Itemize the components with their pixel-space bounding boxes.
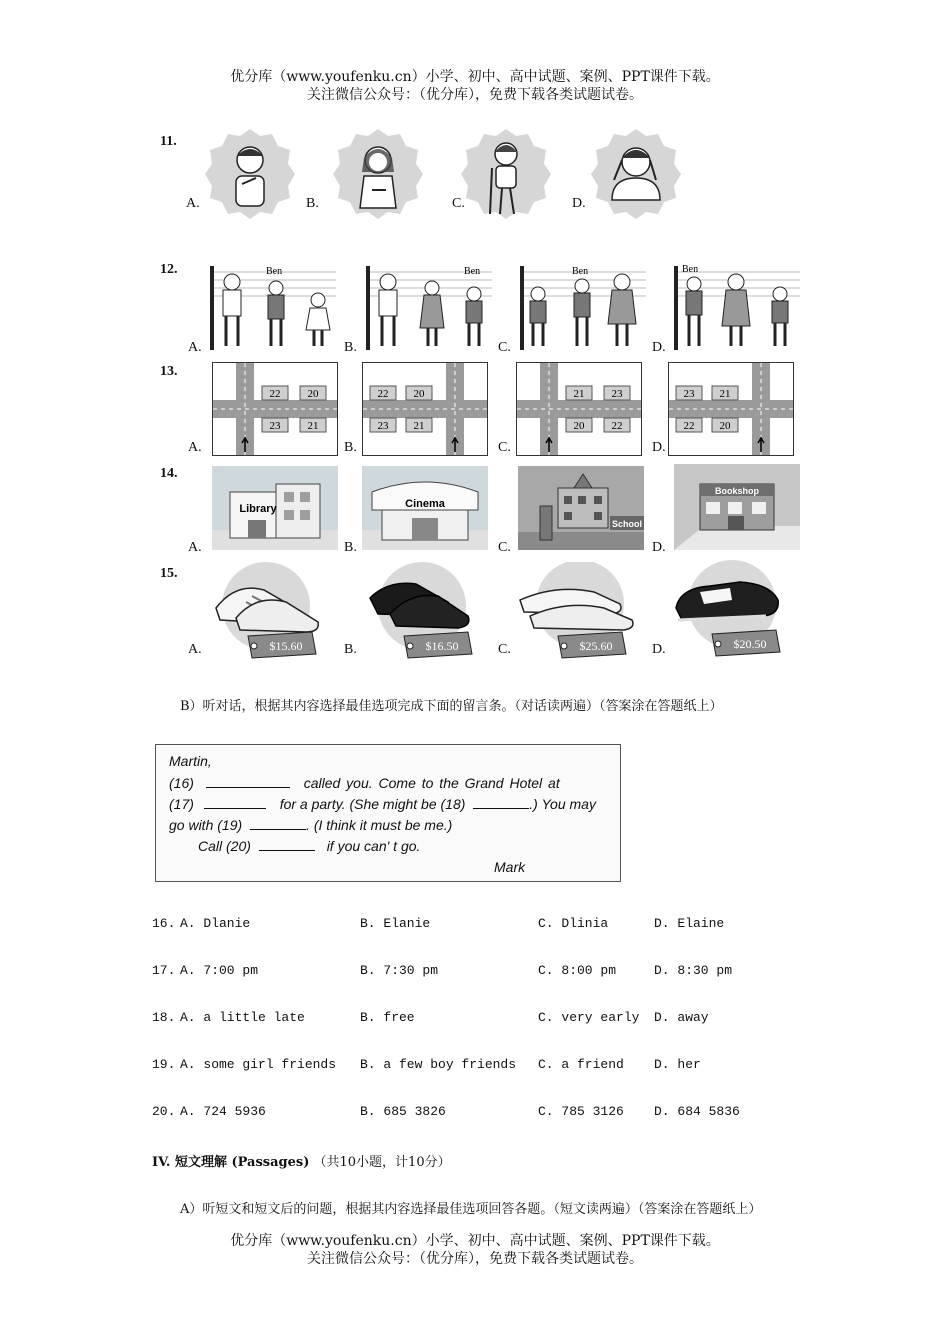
house-number: 22 [683, 420, 695, 432]
person-icon [223, 274, 241, 346]
house-number: 23 [377, 420, 389, 432]
q12-picture-d [672, 262, 802, 352]
price-tag [404, 632, 472, 658]
house-number: 23 [611, 388, 623, 400]
section-score: （共10小题，计10分） [313, 1155, 451, 1170]
person-icon [420, 281, 444, 346]
option-label-c: C. [498, 340, 511, 355]
header-line-1: 优分库（www.youfenku.cn）小学、初中、高中试题、案例、PPT课件下载。 [230, 69, 720, 85]
price-label: $16.50 [425, 639, 459, 653]
option-a: A. 724 5936 [180, 1104, 266, 1119]
q15-shoes-c [516, 562, 646, 662]
note-recipient: Martin, [169, 753, 212, 769]
note-number: (17) [169, 796, 194, 812]
option-c: C. 8:00 pm [538, 963, 617, 978]
option-d: D. 8:30 pm [654, 963, 733, 978]
name-label: Ben [682, 264, 699, 275]
house-number: 21 [307, 420, 319, 432]
section-title: IV. 短文理解 (Passages) [152, 1155, 310, 1170]
house-number: 21 [719, 388, 731, 400]
person-icon [722, 274, 750, 346]
person-icon [530, 287, 546, 346]
q12-picture-c [518, 262, 648, 352]
q11-picture-d [591, 129, 681, 219]
building-sign: Library [239, 503, 277, 515]
price-tag [712, 630, 780, 656]
option-label-b: B. [344, 540, 357, 555]
person-icon [772, 287, 788, 346]
option-c: C. a friend [538, 1057, 624, 1072]
q14-building-bookshop [674, 464, 800, 550]
q12-picture-b [364, 262, 494, 352]
note-text: .) You may [529, 796, 596, 812]
q12-picture-a [208, 262, 338, 352]
q11-illness-pictures [200, 128, 700, 224]
blank-18 [473, 796, 529, 809]
option-c: C. very early [538, 1010, 640, 1025]
person-icon [608, 274, 636, 346]
note-text: for a party. (She might be (18) [279, 796, 466, 812]
note-text: Call (20) [198, 838, 251, 854]
option-a: A. Dlanie [180, 916, 251, 931]
option-d: D. her [654, 1057, 701, 1072]
note-line-1 [169, 775, 560, 791]
option-d: D. Elaine [654, 916, 725, 931]
option-label-d: D. [572, 196, 586, 211]
question-number: 20. [152, 1104, 176, 1119]
note-text: called you. Come to the Grand Hotel at [303, 775, 560, 791]
section-iv-instruction: A）听短文和短文后的问题，根据其内容选择最佳选项回答各题。（短文读两遍）（答案涂在答题纸上） [180, 1202, 762, 1217]
q15-shoes-d [670, 560, 800, 660]
house-number: 20 [413, 388, 425, 400]
option-d: D. 684 5836 [654, 1104, 740, 1119]
q13-map-d [668, 362, 794, 456]
price-label: $20.50 [733, 637, 767, 651]
q14-building-library [212, 466, 338, 550]
price-label: $15.60 [269, 639, 303, 653]
option-label-c: C. [452, 196, 465, 211]
option-label-d: D. [652, 642, 666, 657]
note-number: (16) [169, 775, 194, 791]
option-d: D. away [654, 1010, 709, 1025]
option-b: B. a few boy friends [360, 1057, 517, 1072]
house-number: 21 [413, 420, 425, 432]
q11-picture-a [205, 129, 295, 219]
option-a: A. a little late [180, 1010, 305, 1025]
section-iv-heading [152, 1151, 451, 1170]
question-number: 12. [160, 262, 178, 277]
option-label-c: C. [498, 642, 511, 657]
option-label-a: A. [186, 196, 200, 211]
note-line-3 [169, 817, 452, 833]
option-label-c: C. [498, 540, 511, 555]
option-a: A. some girl friends [180, 1057, 337, 1072]
header-line-2: 关注微信公众号：（优分库），免费下载各类试题试卷。 [307, 87, 643, 103]
price-tag [248, 632, 316, 658]
note-text: . (I think it must be me.) [306, 817, 453, 833]
question-number: 15. [160, 566, 178, 581]
question-number: 11. [160, 134, 177, 149]
house-number: 20 [719, 420, 731, 432]
person-icon [379, 274, 397, 346]
option-label-a: A. [188, 340, 202, 355]
question-number: 14. [160, 466, 178, 481]
person-icon [686, 277, 702, 346]
option-a: A. 7:00 pm [180, 963, 259, 978]
question-number: 13. [160, 364, 178, 379]
option-b: B. 7:30 pm [360, 963, 439, 978]
note-line-4 [198, 838, 420, 854]
q15-shoes-b [362, 562, 492, 662]
message-note [155, 744, 621, 882]
note-text: go with (19) [169, 817, 243, 833]
q13-map-c [516, 362, 642, 456]
person-icon [466, 287, 482, 346]
question-number: 16. [152, 916, 176, 931]
price-label: $25.60 [579, 639, 613, 653]
option-c: C. Dlinia [538, 916, 609, 931]
person-icon [306, 293, 330, 346]
house-number: 23 [683, 388, 695, 400]
building-sign: School [611, 519, 643, 529]
building-sign: Cinema [405, 498, 445, 510]
person-icon [268, 281, 284, 346]
option-b: B. 685 3826 [360, 1104, 446, 1119]
option-label-d: D. [652, 340, 666, 355]
q11-picture-b [333, 129, 423, 219]
house-number: 21 [573, 388, 585, 400]
option-label-a: A. [188, 540, 202, 555]
house-number: 22 [611, 420, 623, 432]
note-text: if you can' t go. [326, 838, 421, 854]
blank-20 [259, 838, 315, 851]
q15-shoes-a [206, 562, 336, 662]
blank-19 [250, 817, 306, 830]
house-number: 20 [307, 388, 319, 400]
footer-line-1: 优分库（www.youfenku.cn）小学、初中、高中试题、案例、PPT课件下载。 [230, 1233, 720, 1249]
question-number: 19. [152, 1057, 176, 1072]
footer-line-2: 关注微信公众号：（优分库），免费下载各类试题试卷。 [307, 1251, 643, 1267]
option-c: C. 785 3126 [538, 1104, 624, 1119]
option-label-c: C. [498, 440, 511, 455]
option-label-b: B. [344, 440, 357, 455]
blank-17 [204, 796, 266, 809]
name-label: Ben [266, 266, 283, 277]
option-label-d: D. [652, 540, 666, 555]
q11-picture-c [461, 129, 551, 219]
option-b: B. Elanie [360, 916, 431, 931]
question-number: 18. [152, 1010, 176, 1025]
note-signature: Mark [494, 859, 526, 875]
house-number: 22 [269, 388, 281, 400]
option-label-b: B. [306, 196, 319, 211]
option-b: B. free [360, 1010, 415, 1025]
question-number: 17. [152, 963, 176, 978]
house-number: 20 [573, 420, 585, 432]
option-label-b: B. [344, 340, 357, 355]
q14-building-cinema [362, 466, 488, 550]
note-line-2 [169, 796, 596, 812]
name-label: Ben [572, 266, 589, 277]
house-number: 23 [269, 420, 281, 432]
name-label: Ben [464, 266, 481, 277]
price-tag [558, 632, 626, 658]
option-label-d: D. [652, 440, 666, 455]
q14-building-school [518, 466, 644, 550]
q13-map-a [212, 362, 338, 456]
option-label-b: B. [344, 642, 357, 657]
part-b-instruction: B）听对话，根据其内容选择最佳选项完成下面的留言条。（对话读两遍）（答案涂在答题纸上） [180, 699, 723, 714]
blank-16 [206, 775, 290, 788]
building-sign: Bookshop [715, 486, 759, 496]
option-label-a: A. [188, 440, 202, 455]
q13-map-b [362, 362, 488, 456]
person-icon [574, 279, 590, 346]
house-number: 22 [377, 388, 389, 400]
option-label-a: A. [188, 642, 202, 657]
